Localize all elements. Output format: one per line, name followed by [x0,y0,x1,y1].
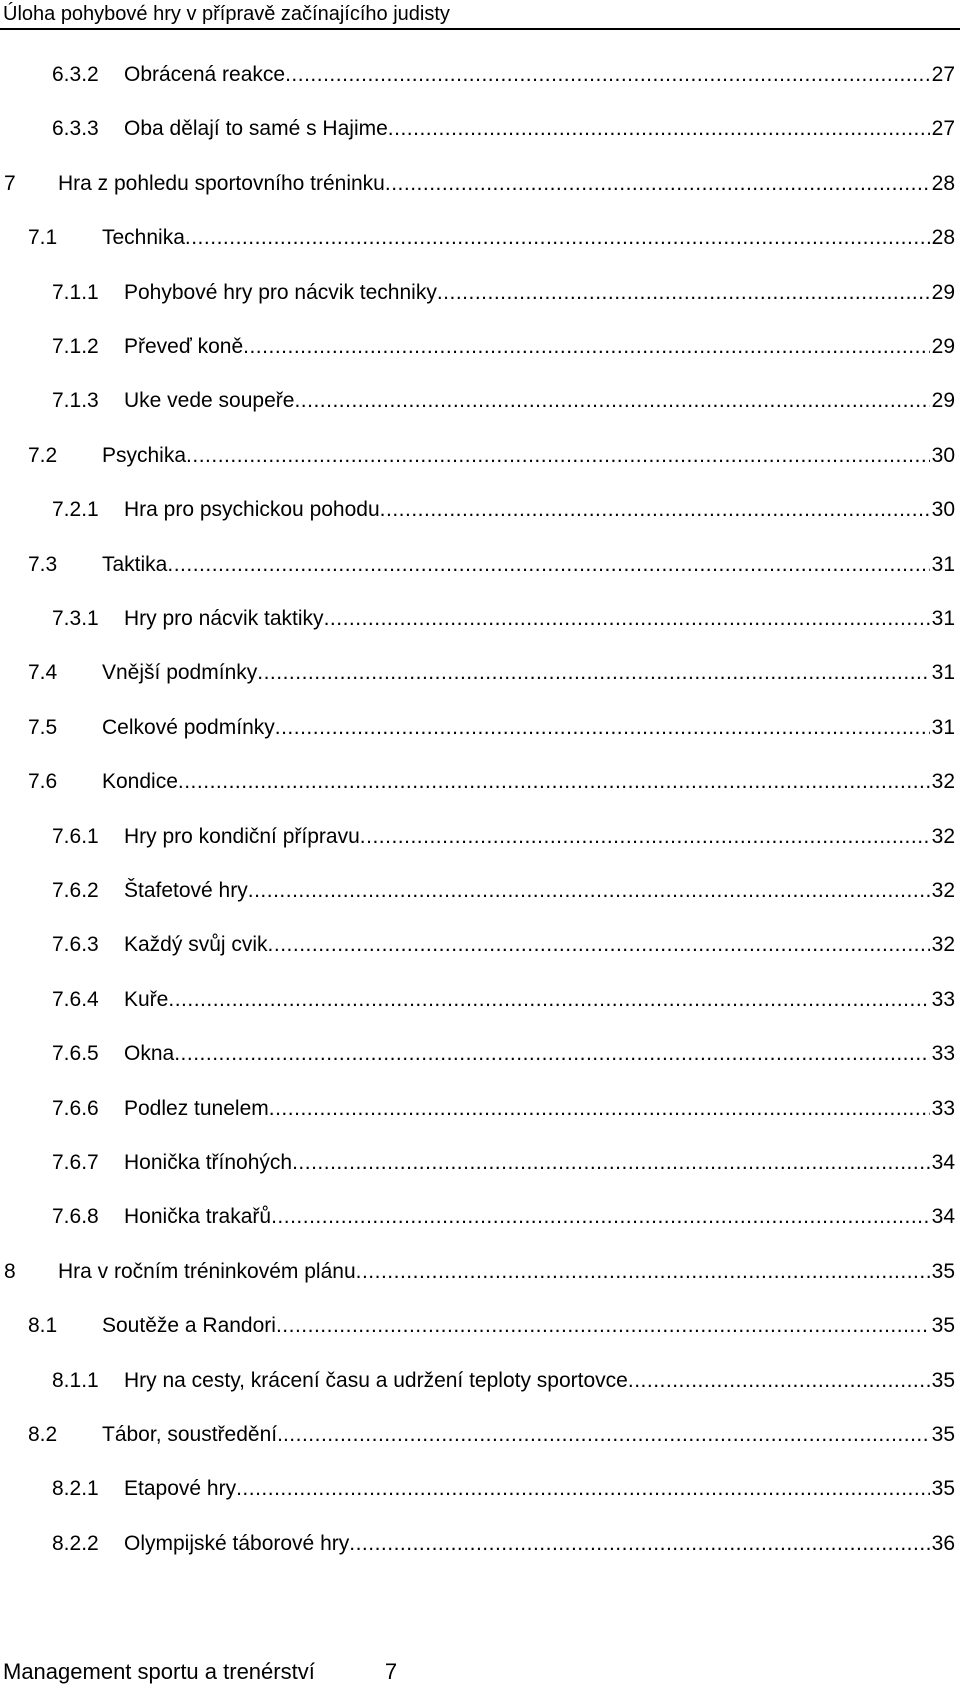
toc-entry-page: 31 [931,716,955,739]
toc-entry-number: 7.1 [28,226,58,249]
toc-entry-page: 28 [931,226,955,249]
toc-entry-number: 7 [4,172,16,195]
document-title: Úloha pohybové hry v přípravě začínajícího judisty [3,3,450,25]
toc-entry-page: 33 [931,1097,955,1120]
toc-entry-page: 35 [931,1477,955,1500]
toc-entry-page: 36 [931,1532,955,1555]
toc-dot-leader [186,441,930,471]
toc-dot-leader [385,169,930,199]
toc-entry-title: Honička trakařů [124,1205,272,1228]
toc-entry-title: Technika [102,226,185,249]
toc-entry-title: Obrácená reakce [124,63,286,86]
toc-entry[interactable] [52,332,955,362]
toc-entry[interactable] [52,60,955,90]
toc-entry-number: 7.6.7 [52,1151,99,1174]
toc-dot-leader [356,1257,930,1287]
toc-dot-leader [269,1094,930,1124]
toc-entry-number: 7.6.4 [52,988,99,1011]
toc-entry-title: Každý svůj cvik [124,933,268,956]
toc-dot-leader [185,223,930,253]
toc-entry-number: 7.5 [28,716,58,739]
toc-entry-title: Hry na cesty, krácení času a udržení teploty sportovce [124,1369,628,1392]
toc-entry-title: Etapové hry [124,1477,237,1500]
toc-entry-title: Hra v ročním tréninkovém plánu [58,1260,356,1283]
toc-entry-number: 7.2 [28,444,58,467]
toc-entry[interactable] [52,1094,955,1124]
toc-entry-page: 30 [931,444,955,467]
toc-entry[interactable] [52,985,955,1015]
toc-dot-leader [294,386,929,416]
toc-entry[interactable] [52,1039,955,1069]
toc-entry-title: Soutěže a Randori [102,1314,276,1337]
toc-entry-title: Pohybové hry pro nácvik techniky [124,281,437,304]
toc-entry-title: Celkové podmínky [102,716,275,739]
toc-entry-number: 7.3 [28,553,58,576]
toc-entry-page: 32 [931,879,955,902]
toc-entry[interactable] [52,1202,955,1232]
toc-entry[interactable] [52,930,955,960]
toc-entry-number: 7.6 [28,770,58,793]
toc-entry-page: 34 [931,1205,955,1228]
toc-entry-number: 6.3.3 [52,117,99,140]
toc-entry-title: Honička třínohých [124,1151,293,1174]
toc-entry-page: 31 [931,607,955,630]
toc-dot-leader [275,713,930,743]
toc-entry-number: 7.3.1 [52,607,99,630]
footer-page-number: 7 [384,1659,398,1684]
toc-dot-leader [628,1366,930,1396]
toc-entry-number: 6.3.2 [52,63,99,86]
toc-entry-title: Okna [124,1042,175,1065]
toc-entry-title: Kuře [124,988,169,1011]
toc-dot-leader [285,60,930,90]
toc-dot-leader [292,1148,930,1178]
toc-entry-title: Hry pro kondiční přípravu [124,825,360,848]
toc-entry-title: Tábor, soustředění. [102,1423,283,1446]
toc-entry-number: 7.4 [28,661,58,684]
toc-entry-page: 32 [931,770,955,793]
toc-dot-leader [268,930,930,960]
toc-entry[interactable] [4,1257,955,1287]
toc-dot-leader [276,1311,930,1341]
toc-entry-page: 27 [931,117,955,140]
toc-entry-title: Kondice [102,770,178,793]
toc-entry-page: 27 [931,63,955,86]
toc-entry[interactable] [28,767,955,797]
toc-dot-leader [283,1420,930,1450]
toc-entry-page: 32 [931,933,955,956]
toc-entry-number: 8.2.2 [52,1532,99,1555]
toc-dot-leader [248,876,930,906]
toc-dot-leader [271,1202,930,1232]
toc-entry-page: 34 [931,1151,955,1174]
toc-dot-leader [236,1474,930,1504]
toc-entry-page: 35 [931,1369,955,1392]
toc-entry-title: Psychika [102,444,187,467]
toc-entry-title: Taktika [102,553,168,576]
toc-dot-leader [168,985,929,1015]
toc-entry-page: 33 [931,1042,955,1065]
toc-entry-title: Hra z pohledu sportovního tréninku [58,172,385,195]
page-header [0,0,960,30]
toc-entry[interactable] [52,1148,955,1178]
toc-entry[interactable] [28,441,955,471]
toc-entry[interactable] [52,1366,955,1396]
toc-entry-title: Oba dělají to samé s Hajime [124,117,388,140]
toc-entry-page: 28 [931,172,955,195]
toc-entry[interactable] [52,1474,955,1504]
toc-entry-number: 7.6.3 [52,933,99,956]
page-footer [3,1658,397,1686]
toc-dot-leader [178,767,930,797]
toc-entry[interactable] [28,658,955,688]
toc-entry-page: 31 [931,553,955,576]
toc-entry-number: 7.1.2 [52,335,99,358]
toc-dot-leader [257,658,929,688]
toc-entry-number: 7.6.2 [52,879,99,902]
toc-entry-page: 31 [931,661,955,684]
toc-entry-title: Hry pro nácvik taktiky [124,607,324,630]
toc-entry-number: 7.6.1 [52,825,99,848]
toc-entry-page: 29 [931,281,955,304]
toc-entry[interactable] [52,604,955,634]
toc-dot-leader [349,1529,929,1559]
toc-entry[interactable] [28,550,955,580]
toc-entry-number: 8.1.1 [52,1369,99,1392]
toc-entry-number: 8.2.1 [52,1477,99,1500]
toc-entry[interactable] [28,713,955,743]
toc-dot-leader [380,495,930,525]
toc-dot-leader [324,604,930,634]
toc-entry-page: 35 [931,1260,955,1283]
toc-entry-title: Uke vede soupeře [124,389,295,412]
toc-entry-title: Olympijské táborové hry [124,1532,350,1555]
toc-entry-title: Štafetové hry [124,879,248,902]
toc-entry-number: 7.1.3 [52,389,99,412]
toc-entry-page: 29 [931,389,955,412]
toc-dot-leader [437,278,930,308]
toc-entry-page: 29 [931,335,955,358]
toc-entry-number: 7.1.1 [52,281,99,304]
toc-entry-number: 7.6.6 [52,1097,99,1120]
toc-entry-page: 33 [931,988,955,1011]
toc-entry[interactable] [52,1529,955,1559]
toc-entry[interactable] [52,495,955,525]
toc-entry[interactable] [52,876,955,906]
toc-dot-leader [388,114,930,144]
toc-entry[interactable] [52,386,955,416]
toc-entry-page: 30 [931,498,955,521]
toc-entry[interactable] [52,114,955,144]
toc-entry[interactable] [28,223,955,253]
toc-entry-page: 35 [931,1314,955,1337]
toc-entry-title: Vnější podmínky [102,661,258,684]
toc-entry[interactable] [28,1420,955,1450]
footer-text: Management sportu a trenérství [3,1659,315,1684]
toc-dot-leader [167,550,929,580]
toc-entry-page: 35 [931,1423,955,1446]
toc-entry[interactable] [52,822,955,852]
toc-entry-title: Podlez tunelem [124,1097,269,1120]
toc-entry-number: 7.2.1 [52,498,99,521]
toc-entry[interactable] [4,169,955,199]
toc-entry-title: Hra pro psychickou pohodu [124,498,380,521]
toc-entry-title: Převeď koně [124,335,244,358]
toc-entry-number: 7.6.8 [52,1205,99,1228]
toc-dot-leader [174,1039,929,1069]
toc-entry-page: 32 [931,825,955,848]
toc-entry-number: 8.2 [28,1423,58,1446]
toc-entry-number: 7.6.5 [52,1042,99,1065]
toc-entry-number: 8.1 [28,1314,58,1337]
toc-dot-leader [360,822,930,852]
toc-dot-leader [243,332,930,362]
toc-entry-number: 8 [4,1260,16,1283]
toc-entry[interactable] [52,278,955,308]
toc-entry[interactable] [28,1311,955,1341]
